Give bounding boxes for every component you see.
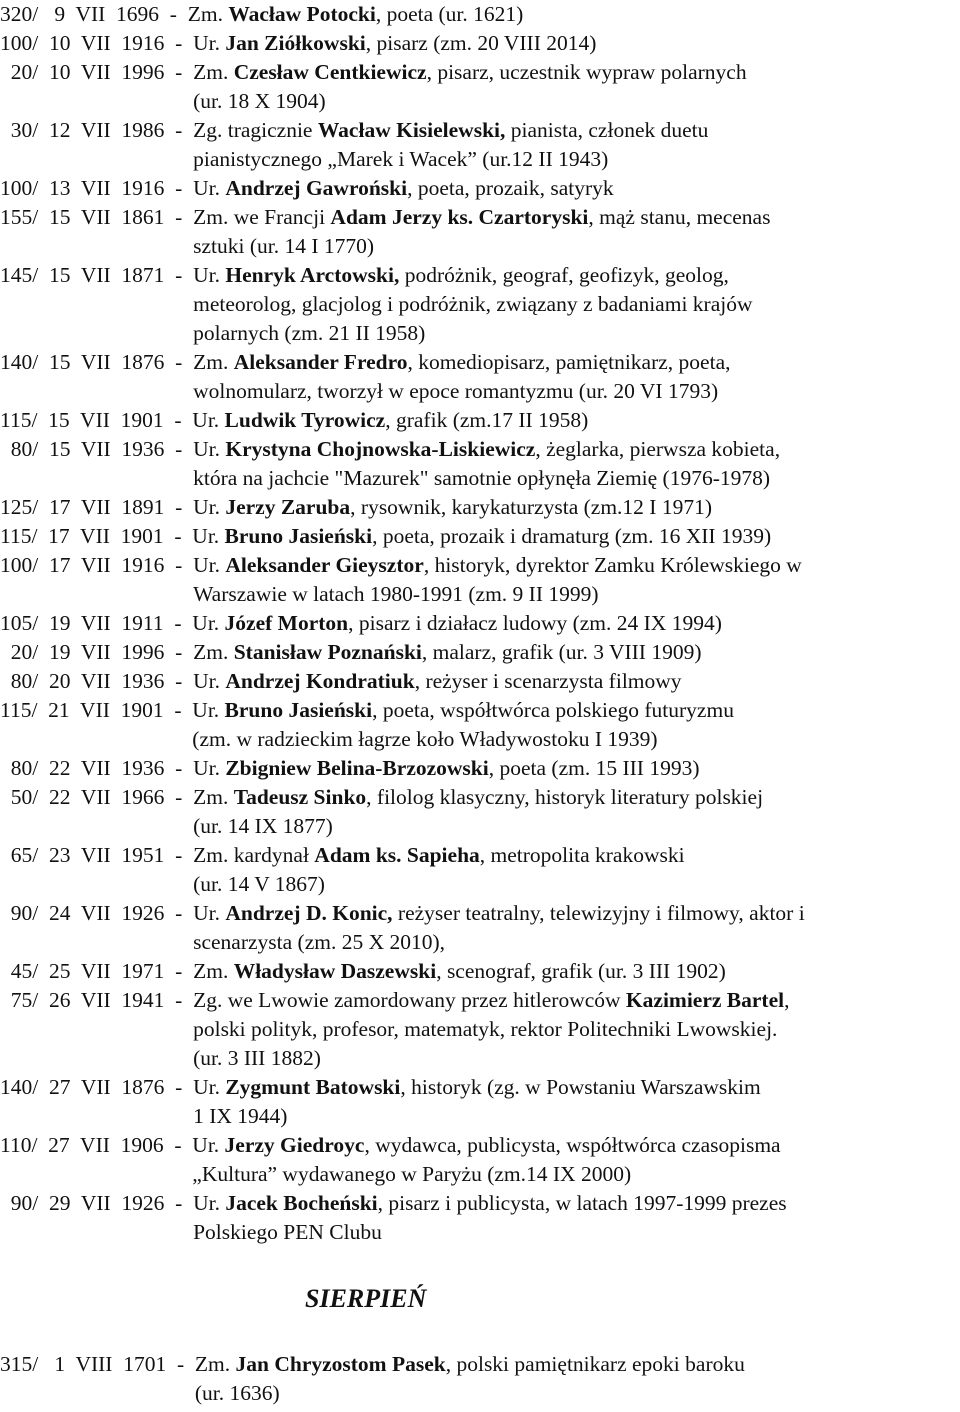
entry-description xyxy=(193,667,960,696)
entry-date: 105/ 19 VII 1911 - xyxy=(0,611,193,635)
person-name: Zbigniew Belina-Brzozowski xyxy=(225,756,489,780)
entry-line: pianistycznego „Marek i Wacek” (ur.12 II 1943) xyxy=(193,147,609,171)
entry-date: 45/ 25 VII 1971 - xyxy=(0,959,194,983)
entry-date: 90/ 29 VII 1926 - xyxy=(0,1191,194,1215)
entry-line: Zm. kardynał Adam ks. Sapieha, metropolita krakowski xyxy=(193,843,685,867)
entry-line: Polskiego PEN Clubu xyxy=(193,1220,382,1244)
entry-description xyxy=(193,261,960,348)
entry-row xyxy=(0,696,960,754)
entry-line: Ur. Bruno Jasieński, poeta, prozaik i dramaturg (zm. 16 XII 1939) xyxy=(192,524,772,548)
entry-line: Zm. Aleksander Fredro, komediopisarz, pamiętnikarz, poeta, xyxy=(193,350,731,374)
entry-line: meteorolog, glacjolog i podróżnik, związany z badaniami krajów xyxy=(193,292,753,316)
entry-description xyxy=(193,783,960,841)
entry-row xyxy=(0,638,960,667)
person-name: Ludwik Tyrowicz xyxy=(224,408,386,432)
person-name: Adam Jerzy ks. Czartoryski xyxy=(330,205,589,229)
entry-date: 140/ 15 VII 1876 - xyxy=(0,350,194,374)
entry-line: Ur. Zbigniew Belina-Brzozowski, poeta (zm. 15 III 1993) xyxy=(193,756,700,780)
person-name: Andrzej Gawroński xyxy=(225,176,408,200)
entry-row xyxy=(0,203,960,261)
entry-description xyxy=(193,957,960,986)
entry-row xyxy=(0,899,960,957)
entry-line: Ur. Bruno Jasieński, poeta, współtwórca polskiego futuryzmu xyxy=(192,698,734,722)
entry-line: 1 IX 1944) xyxy=(193,1104,288,1128)
person-name: Jerzy Zaruba xyxy=(225,495,351,519)
person-name: Kazimierz Bartel xyxy=(625,988,785,1012)
entry-description xyxy=(193,638,960,667)
entry-row xyxy=(0,348,960,406)
entry-row xyxy=(0,116,960,174)
person-name: Andrzej Kondratiuk xyxy=(225,669,415,693)
entry-line: która na jachcie "Mazurek" samotnie opłynęła Ziemię (1976-1978) xyxy=(193,466,771,490)
entry-line: wolnomularz, tworzył w epoce romantyzmu (ur. 20 VI 1793) xyxy=(193,379,719,403)
entry-row xyxy=(0,1350,960,1408)
person-name: Czesław Centkiewicz xyxy=(233,60,427,84)
entry-row xyxy=(0,986,960,1073)
entry-description xyxy=(193,29,960,58)
entry-row xyxy=(0,1131,960,1189)
entry-description xyxy=(193,348,960,406)
entry-description xyxy=(193,174,960,203)
entry-row xyxy=(0,667,960,696)
person-name: Krystyna Chojnowska-Liskiewicz xyxy=(225,437,536,461)
entry-row xyxy=(0,551,960,609)
entry-line: Zm. Władysław Daszewski, scenograf, grafik (ur. 3 III 1902) xyxy=(193,959,726,983)
entry-line: (ur. 18 X 1904) xyxy=(193,89,326,113)
month-heading: SIERPIEŃ xyxy=(305,1284,427,1313)
entry-date: 20/ 19 VII 1996 - xyxy=(0,640,194,664)
entry-description xyxy=(193,493,960,522)
person-name: Henryk Arctowski, xyxy=(225,263,400,287)
entry-line: polarnych (zm. 21 II 1958) xyxy=(193,321,426,345)
entry-row xyxy=(0,174,960,203)
person-name: Władysław Daszewski xyxy=(233,959,437,983)
person-name: Bruno Jasieński xyxy=(224,524,373,548)
entry-date: 115/ 17 VII 1901 - xyxy=(0,524,193,548)
entry-description xyxy=(193,203,960,261)
entry-line: polski polityk, profesor, matematyk, rektor Politechniki Lwowskiej. xyxy=(193,1017,778,1041)
entry-line: (zm. w radzieckim łagrze koło Władywostoku I 1939) xyxy=(192,727,658,751)
entry-date: 145/ 15 VII 1871 - xyxy=(0,263,194,287)
entry-row xyxy=(0,406,960,435)
person-name: Wacław Kisielewski, xyxy=(317,118,506,142)
entry-date: 115/ 21 VII 1901 - xyxy=(0,698,193,722)
entry-description xyxy=(192,406,960,435)
person-name: Wacław Potocki xyxy=(228,2,376,26)
entry-description xyxy=(192,522,960,551)
entry-line: Ur. Zygmunt Batowski, historyk (zg. w Powstaniu Warszawskim xyxy=(193,1075,761,1099)
entry-row xyxy=(0,261,960,348)
entry-line: scenarzysta (zm. 25 X 2010), xyxy=(193,930,446,954)
entry-row xyxy=(0,1073,960,1131)
entry-line: Ur. Henryk Arctowski, podróżnik, geograf, geofizyk, geolog, xyxy=(193,263,729,287)
person-name: Jacek Bocheński xyxy=(225,1191,378,1215)
entry-row xyxy=(0,29,960,58)
entry-line: Ur. Jan Ziółkowski, pisarz (zm. 20 VIII 2014) xyxy=(193,31,597,55)
entry-line: Ur. Andrzej Kondratiuk, reżyser i scenarzysta filmowy xyxy=(193,669,682,693)
entry-line: Ur. Andrzej D. Konic, reżyser teatralny, telewizyjny i filmowy, aktor i xyxy=(193,901,805,925)
person-name: Jerzy Giedroyc xyxy=(224,1133,365,1157)
entry-date: 155/ 15 VII 1861 - xyxy=(0,205,194,229)
entry-line: Ur. Ludwik Tyrowicz, grafik (zm.17 II 1958) xyxy=(192,408,589,432)
entry-description xyxy=(193,551,960,609)
entry-line: (ur. 14 IX 1877) xyxy=(193,814,333,838)
entry-row xyxy=(0,522,960,551)
person-name: Adam ks. Sapieha xyxy=(314,843,480,867)
entry-row xyxy=(0,493,960,522)
entry-row xyxy=(0,435,960,493)
entry-description xyxy=(193,841,960,899)
entry-line: Zm. we Francji Adam Jerzy ks. Czartoryski, mąż stanu, mecenas xyxy=(193,205,771,229)
person-name: Zygmunt Batowski xyxy=(225,1075,401,1099)
entry-line: Zg. we Lwowie zamordowany przez hitlerowców Kazimierz Bartel, xyxy=(193,988,790,1012)
entry-description xyxy=(193,1073,960,1131)
entry-row xyxy=(0,957,960,986)
entry-description xyxy=(193,986,960,1073)
entry-date: 80/ 20 VII 1936 - xyxy=(0,669,194,693)
entry-line: Zm. Tadeusz Sinko, filolog klasyczny, historyk literatury polskiej xyxy=(193,785,764,809)
entry-line: (ur. 3 III 1882) xyxy=(193,1046,321,1070)
entry-date: 125/ 17 VII 1891 - xyxy=(0,495,194,519)
entry-date: 320/ 9 VII 1696 - xyxy=(0,2,188,26)
entry-row xyxy=(0,754,960,783)
entry-date: 20/ 10 VII 1996 - xyxy=(0,60,194,84)
entry-date: 110/ 27 VII 1906 - xyxy=(0,1133,193,1157)
person-name: Tadeusz Sinko xyxy=(233,785,367,809)
person-name: Aleksander Fredro xyxy=(233,350,408,374)
entry-line: Zm. Czesław Centkiewicz, pisarz, uczestnik wypraw polarnych xyxy=(193,60,747,84)
entry-row xyxy=(0,58,960,116)
entry-line: Ur. Jacek Bocheński, pisarz i publicysta, w latach 1997-1999 prezes xyxy=(193,1191,787,1215)
entry-line: Ur. Jerzy Zaruba, rysownik, karykaturzysta (zm.12 I 1971) xyxy=(193,495,712,519)
entry-date: 30/ 12 VII 1986 - xyxy=(0,118,194,142)
entry-date: 140/ 27 VII 1876 - xyxy=(0,1075,194,1099)
entry-description xyxy=(193,754,960,783)
entry-row xyxy=(0,783,960,841)
entry-date: 80/ 15 VII 1936 - xyxy=(0,437,194,461)
entry-line: (ur. 1636) xyxy=(194,1381,280,1405)
entry-description xyxy=(193,116,960,174)
entry-line: Zm. Wacław Potocki, poeta (ur. 1621) xyxy=(187,2,524,26)
entry-description xyxy=(188,0,960,29)
entry-row xyxy=(0,1189,960,1247)
entry-line: Ur. Józef Morton, pisarz i działacz ludowy (zm. 24 IX 1994) xyxy=(192,611,722,635)
person-name: Aleksander Gieysztor xyxy=(225,553,424,577)
entry-list-august xyxy=(0,1350,960,1408)
entry-line: sztuki (ur. 14 I 1770) xyxy=(193,234,375,258)
entry-description xyxy=(193,58,960,116)
entry-line: „Kultura” wydawanego w Paryżu (zm.14 IX 2000) xyxy=(192,1162,632,1186)
entry-row xyxy=(0,609,960,638)
entry-date: 50/ 22 VII 1966 - xyxy=(0,785,194,809)
entry-line: (ur. 14 V 1867) xyxy=(193,872,325,896)
entry-line: Ur. Jerzy Giedroyc, wydawca, publicysta, współtwórca czasopisma xyxy=(192,1133,781,1157)
entry-line: Ur. Andrzej Gawroński, poeta, prozaik, satyryk xyxy=(193,176,614,200)
entry-line: Zg. tragicznie Wacław Kisielewski, pianista, członek duetu xyxy=(193,118,709,142)
person-name: Jan Chryzostom Pasek xyxy=(235,1352,446,1376)
entry-date: 100/ 10 VII 1916 - xyxy=(0,31,194,55)
entry-date: 115/ 15 VII 1901 - xyxy=(0,408,193,432)
entry-row xyxy=(0,841,960,899)
entry-date: 100/ 13 VII 1916 - xyxy=(0,176,194,200)
entry-date: 90/ 24 VII 1926 - xyxy=(0,901,194,925)
entry-date: 75/ 26 VII 1941 - xyxy=(0,988,194,1012)
entry-date: 315/ 1 VIII 1701 - xyxy=(0,1352,195,1376)
person-name: Andrzej D. Konic, xyxy=(225,901,393,925)
person-name: Stanisław Poznański xyxy=(233,640,422,664)
person-name: Jan Ziółkowski xyxy=(225,31,366,55)
entry-description xyxy=(192,609,960,638)
person-name: Bruno Jasieński xyxy=(224,698,373,722)
entry-description xyxy=(193,435,960,493)
entry-date: 65/ 23 VII 1951 - xyxy=(0,843,194,867)
entry-line: Ur. Krystyna Chojnowska-Liskiewicz, żeglarka, pierwsza kobieta, xyxy=(193,437,781,461)
entry-date: 80/ 22 VII 1936 - xyxy=(0,756,194,780)
entry-line: Ur. Aleksander Gieysztor, historyk, dyrektor Zamku Królewskiego w xyxy=(193,553,802,577)
entry-description xyxy=(193,1189,960,1247)
person-name: Józef Morton xyxy=(224,611,349,635)
entry-date: 100/ 17 VII 1916 - xyxy=(0,553,194,577)
entry-description xyxy=(195,1350,960,1408)
entry-description xyxy=(193,899,960,957)
entry-line: Warszawie w latach 1980-1991 (zm. 9 II 1999) xyxy=(193,582,599,606)
entry-line: Zm. Stanisław Poznański, malarz, grafik (ur. 3 VIII 1909) xyxy=(193,640,702,664)
entry-description xyxy=(192,1131,960,1189)
entry-row xyxy=(0,0,960,29)
entry-line: Zm. Jan Chryzostom Pasek, polski pamiętnikarz epoki baroku xyxy=(194,1352,745,1376)
entry-description xyxy=(192,696,960,754)
